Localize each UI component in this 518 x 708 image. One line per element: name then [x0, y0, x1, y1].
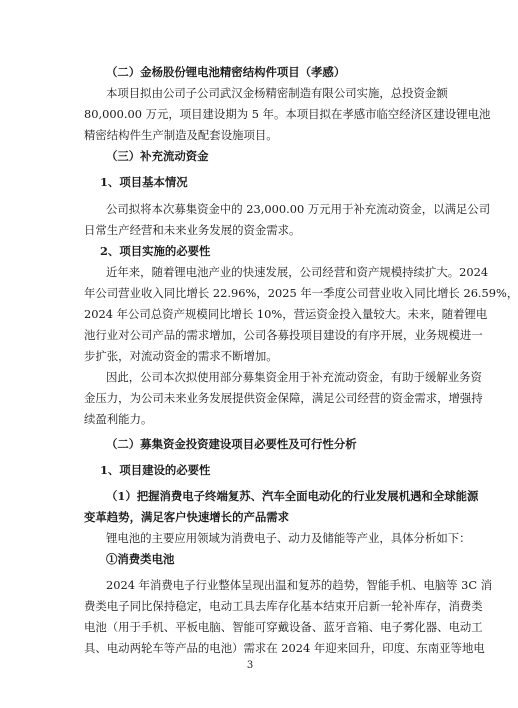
paragraph-line: 本项目拟由公司子公司武汉金杨精密制造有限公司实施，总投资金额 — [106, 86, 448, 100]
paragraph-line: 续盈利能力。 — [84, 412, 153, 426]
page-number: 3 — [246, 660, 254, 671]
paragraph-line: 锂电池的主要应用领域为消费电子、动力及储能等产业，具体分析如下： — [106, 531, 471, 545]
item-heading-consumer-battery: ①消费类电池 — [106, 552, 175, 566]
paragraph-line: 2024 年公司总资产规模同比增长 10%，营运资金投入量较大。未来，随着锂电 — [84, 307, 488, 321]
section-heading-xiaogan-project: （二）金杨股份锂电池精密结构件项目（孝感） — [106, 65, 346, 79]
paragraph-line: 电池（用于手机、平板电脑、智能可穿戴设备、蓝牙音箱、电子雾化器、电动工 — [84, 620, 483, 634]
paragraph-line: 具、电动两轮车等产品的电池）需求在 2024 年迎来回升，印度、东南亚等地电 — [84, 641, 485, 655]
paragraph-line: 步扩张，对流动资金的需求不断增加。 — [84, 349, 278, 363]
paragraph-line: 年公司营业收入同比增长 22.96%，2025 年一季度公司营业收入同比增长 26.59%， — [84, 286, 518, 300]
paragraph-line: 近年来，随着锂电池产业的快速发展，公司经营和资产规模持续扩大。2024 — [106, 265, 489, 279]
paragraph-line: 因此，公司本次拟使用部分募集资金用于补充流动资金，有助于缓解业务资 — [106, 370, 482, 384]
paragraph-line: 费类电子同比保持稳定，电动工具去库存化基本结束开启新一轮补库存，消费类 — [84, 599, 483, 613]
paragraph-line: 公司拟将本次募集资金中的 23,000.00 万元用于补充流动资金，以满足公司 — [106, 202, 491, 216]
item-heading-line: 变革趋势，满足客户快速增长的产品需求 — [84, 510, 290, 524]
paragraph-line: 精密结构件生产制造及配套设施项目。 — [84, 128, 278, 142]
section-heading-working-capital: （三）补充流动资金 — [106, 149, 209, 163]
paragraph-line: 日常生产经营和未来业务发展的资金需求。 — [84, 223, 301, 237]
subsection-heading-necessity: 2、项目实施的必要性 — [100, 244, 211, 258]
paragraph-line: 80,000.00 万元，项目建设期为 5 年。本项目拟在孝感市临空经济区建设锂电池 — [84, 107, 491, 121]
paragraph-line: 2024 年消费电子行业整体呈现出温和复苏的趋势，智能手机、电脑等 3C 消 — [106, 578, 493, 592]
subsection-heading-build-necessity: 1、项目建设的必要性 — [100, 463, 211, 477]
paragraph-line: 金压力，为公司未来业务发展提供资金保障，满足公司经营的资金需求，增强持 — [84, 391, 483, 405]
paragraph-line: 池行业对公司产品的需求增加，公司各募投项目建设的有序开展，业务规模进一 — [84, 328, 483, 342]
subsection-heading-basic-info: 1、项目基本情况 — [100, 175, 188, 189]
section-heading-feasibility: （二）募集资金投资建设项目必要性及可行性分析 — [106, 437, 357, 451]
item-heading-line: （1）把握消费电子终端复苏、汽车全面电动化的行业发展机遇和全球能源 — [106, 489, 479, 503]
